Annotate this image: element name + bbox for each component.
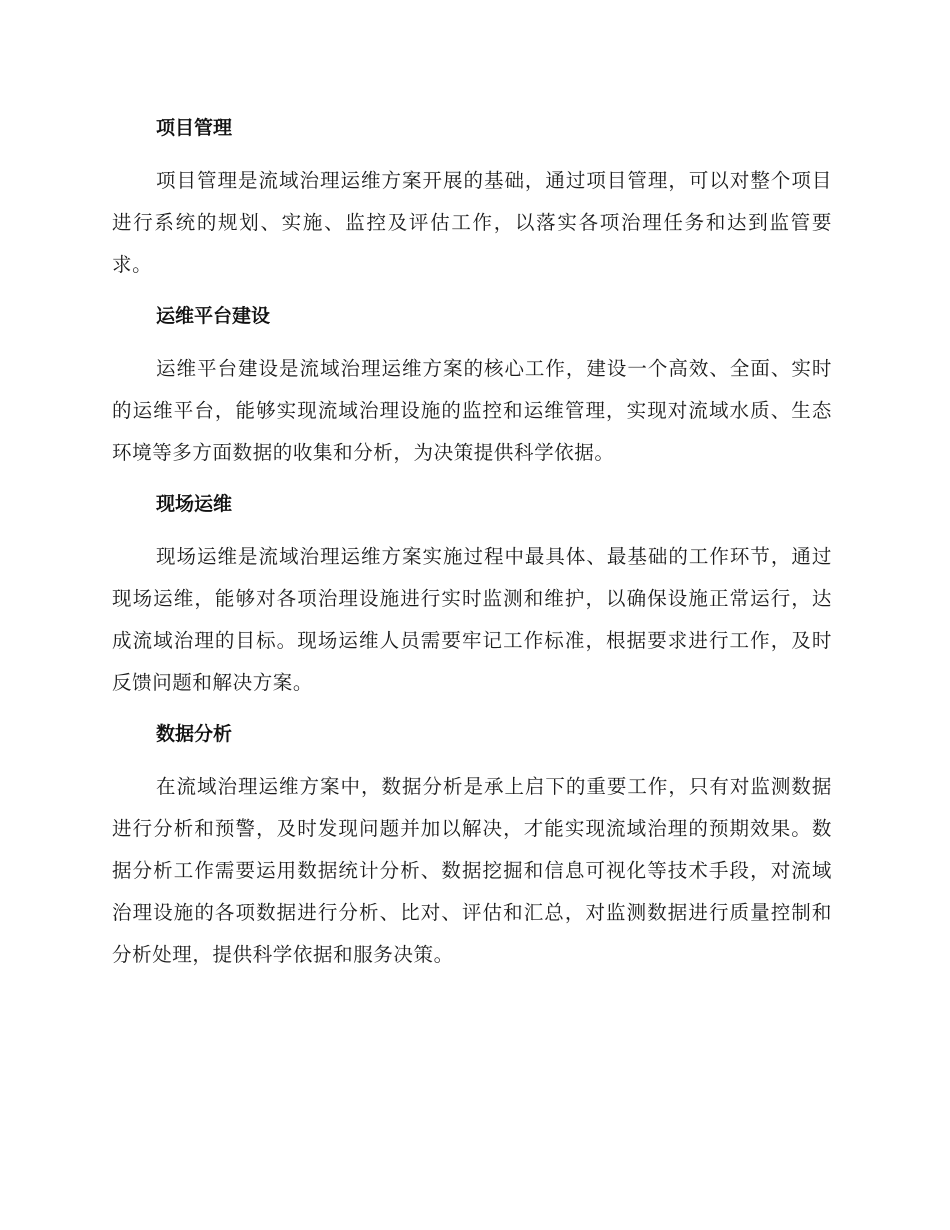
section-heading: 现场运维 [156,493,233,515]
section-data-analysis [112,714,832,976]
section-heading: 运维平台建设 [156,305,271,327]
section-project-management [112,108,832,286]
section-paragraph: 在流域治理运维方案中，数据分析是承上启下的重要工作，只有对监测数据进行分析和预警，及时发现问题并加以解决，才能实现流域治理的预期效果。数据分析工作需要运用数据统计分析、数据挖掘和信息可视化等技术手段，对流域治理设施的各项数据进行分析、比对、评估和汇总，对监测数据进行质量控制和分析处理，提供科学依据和服务决策。 [112,775,832,966]
section-heading: 数据分析 [156,723,233,745]
section-ops-platform [112,296,832,474]
section-paragraph: 现场运维是流域治理运维方案实施过程中最具体、最基础的工作环节，通过现场运维，能够对各项治理设施进行实时监测和维护，以确保设施正常运行，达成流域治理的目标。现场运维人员需要牢记工作标准，根据要求进行工作，及时反馈问题和解决方案。 [112,545,832,694]
document-page [112,108,832,986]
section-paragraph: 项目管理是流域治理运维方案开展的基础，通过项目管理，可以对整个项目进行系统的规划、实施、监控及评估工作，以落实各项治理任务和达到监管要求。 [112,169,832,276]
section-paragraph: 运维平台建设是流域治理运维方案的核心工作，建设一个高效、全面、实时的运维平台，能够实现流域治理设施的监控和运维管理，实现对流域水质、生态环境等多方面数据的收集和分析，为决策提供科学依据。 [112,357,832,464]
section-heading: 项目管理 [156,117,233,139]
section-field-ops [112,484,832,704]
